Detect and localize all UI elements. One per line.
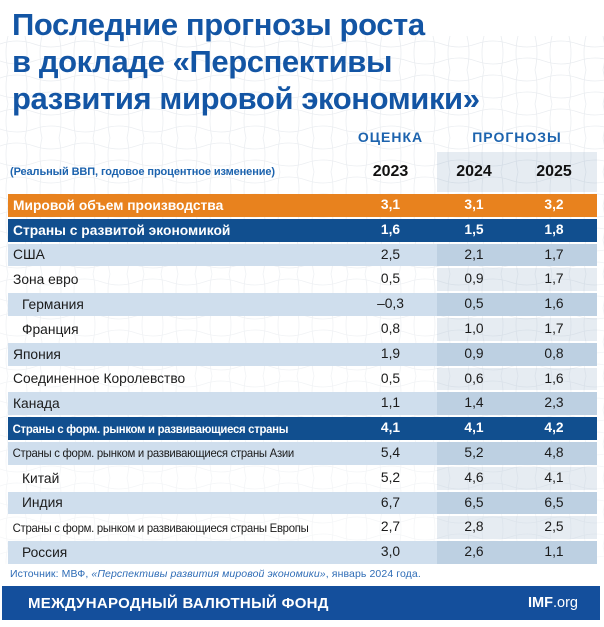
cell-2024: 2,1	[437, 244, 511, 267]
table-row	[8, 492, 597, 515]
table-row	[8, 541, 597, 564]
cell-2024: 3,1	[464, 197, 484, 212]
cell-2024: 0,6	[437, 368, 511, 391]
table-row	[8, 244, 597, 267]
row-label: Индия	[22, 495, 63, 511]
cell-2024: 1,4	[437, 392, 511, 415]
cell-2023: 2,7	[380, 519, 401, 535]
row-label: Канада	[13, 396, 60, 412]
table-row	[8, 467, 597, 490]
page-title	[12, 6, 604, 117]
cell-2023: 1,1	[380, 395, 401, 411]
row-label: Соединенное Королевство	[13, 371, 186, 387]
cell-2025: 1,6	[511, 293, 597, 316]
row-label: Мировой объем производства	[13, 197, 224, 213]
row-label: Франция	[22, 321, 79, 337]
cell-2025: 4,2	[544, 420, 564, 436]
row-label: Китай	[22, 470, 60, 486]
cell-2024: 4,1	[464, 420, 484, 436]
source-report-title: «Перспективы развития мировой экономики»	[91, 568, 326, 580]
cell-2024: 0,5	[437, 293, 511, 316]
cell-2023: 0,5	[380, 370, 401, 386]
table-row	[8, 368, 597, 391]
row-label: США	[13, 247, 45, 263]
cell-2023: 3,1	[380, 197, 401, 212]
forecasts-group-label: ПРОГНОЗЫ	[472, 129, 562, 145]
cell-2025: 1,7	[511, 244, 597, 267]
title-line-3: развития мировой экономики»	[12, 81, 480, 116]
row-label: Страны с развитой экономикой	[13, 222, 231, 238]
cell-2024: 0,9	[437, 268, 511, 291]
cell-2025: 6,5	[511, 492, 597, 515]
row-label: Япония	[13, 346, 61, 362]
table-row	[8, 516, 597, 539]
cell-2023: 0,5	[380, 271, 401, 287]
estimate-group-label: ОЦЕНКА	[357, 129, 424, 145]
year-header-2025: 2025	[511, 152, 597, 192]
table-row	[8, 268, 597, 291]
imf-org-bold: IMF	[528, 595, 553, 611]
imf-org-suffix: .org	[553, 595, 578, 611]
table-row	[8, 219, 597, 242]
cell-2024: 1,0	[437, 318, 511, 341]
row-label: Страны с форм. рынком и развивающиеся страны Азии	[12, 446, 294, 461]
table-row	[8, 442, 597, 465]
cell-2024: 1,5	[464, 221, 484, 237]
cell-2024: 2,8	[437, 516, 511, 539]
year-header-2024: 2024	[437, 152, 511, 192]
cell-2025: 1,8	[544, 221, 564, 237]
cell-2023: 5,2	[380, 469, 401, 485]
row-label: Страны с форм. рынком и развивающиеся страны	[12, 421, 289, 436]
footer-bar	[2, 586, 600, 620]
column-group-header	[8, 129, 597, 145]
cell-2025: 1,7	[511, 318, 597, 341]
title-line-2: в докладе «Перспективы	[12, 44, 393, 79]
year-header-2023: 2023	[372, 163, 409, 180]
row-label: Россия	[22, 545, 68, 561]
year-header-row	[8, 152, 597, 192]
table-row	[8, 194, 597, 217]
forecast-table	[8, 194, 597, 564]
cell-2025: 2,5	[511, 516, 597, 539]
table-row	[8, 318, 597, 341]
source-suffix: , январь 2024 года.	[325, 568, 421, 580]
table-row	[8, 293, 597, 316]
cell-2023: 1,6	[380, 221, 401, 237]
cell-2023: 3,0	[380, 544, 401, 560]
cell-2025: 3,2	[544, 197, 564, 212]
cell-2023: 2,5	[380, 246, 401, 262]
cell-2023: 0,8	[380, 320, 401, 336]
imf-org-link[interactable]	[528, 595, 578, 611]
row-label: Страны с форм. рынком и развивающиеся страны Европы	[12, 520, 309, 535]
table-row	[8, 392, 597, 415]
cell-2023: 4,1	[380, 420, 401, 436]
gdp-note: (Реальный ВВП, годовое процентное изменение)	[10, 166, 275, 178]
title-line-1: Последние прогнозы роста	[12, 7, 425, 42]
cell-2025: 4,8	[511, 442, 597, 465]
row-label: Германия	[22, 297, 84, 313]
cell-2024: 4,6	[437, 467, 511, 490]
table-row	[8, 417, 597, 440]
cell-2025: 1,1	[511, 541, 597, 564]
source-prefix: Источник: МВФ,	[10, 568, 92, 580]
cell-2025: 1,6	[511, 368, 597, 391]
cell-2025: 1,7	[511, 268, 597, 291]
cell-2025: 2,3	[511, 392, 597, 415]
cell-2025: 4,1	[511, 467, 597, 490]
source-note	[10, 568, 421, 580]
cell-2023: 6,7	[380, 494, 401, 510]
cell-2025: 0,8	[511, 343, 597, 366]
cell-2024: 0,9	[437, 343, 511, 366]
cell-2024: 2,6	[437, 541, 511, 564]
table-row	[8, 343, 597, 366]
row-label: Зона евро	[13, 272, 79, 288]
cell-2024: 5,2	[437, 442, 511, 465]
cell-2023: 5,4	[380, 444, 401, 460]
cell-2023: –0,3	[377, 296, 404, 312]
cell-2024: 6,5	[437, 492, 511, 515]
cell-2023: 1,9	[380, 345, 401, 361]
org-name: МЕЖДУНАРОДНЫЙ ВАЛЮТНЫЙ ФОНД	[28, 594, 329, 612]
